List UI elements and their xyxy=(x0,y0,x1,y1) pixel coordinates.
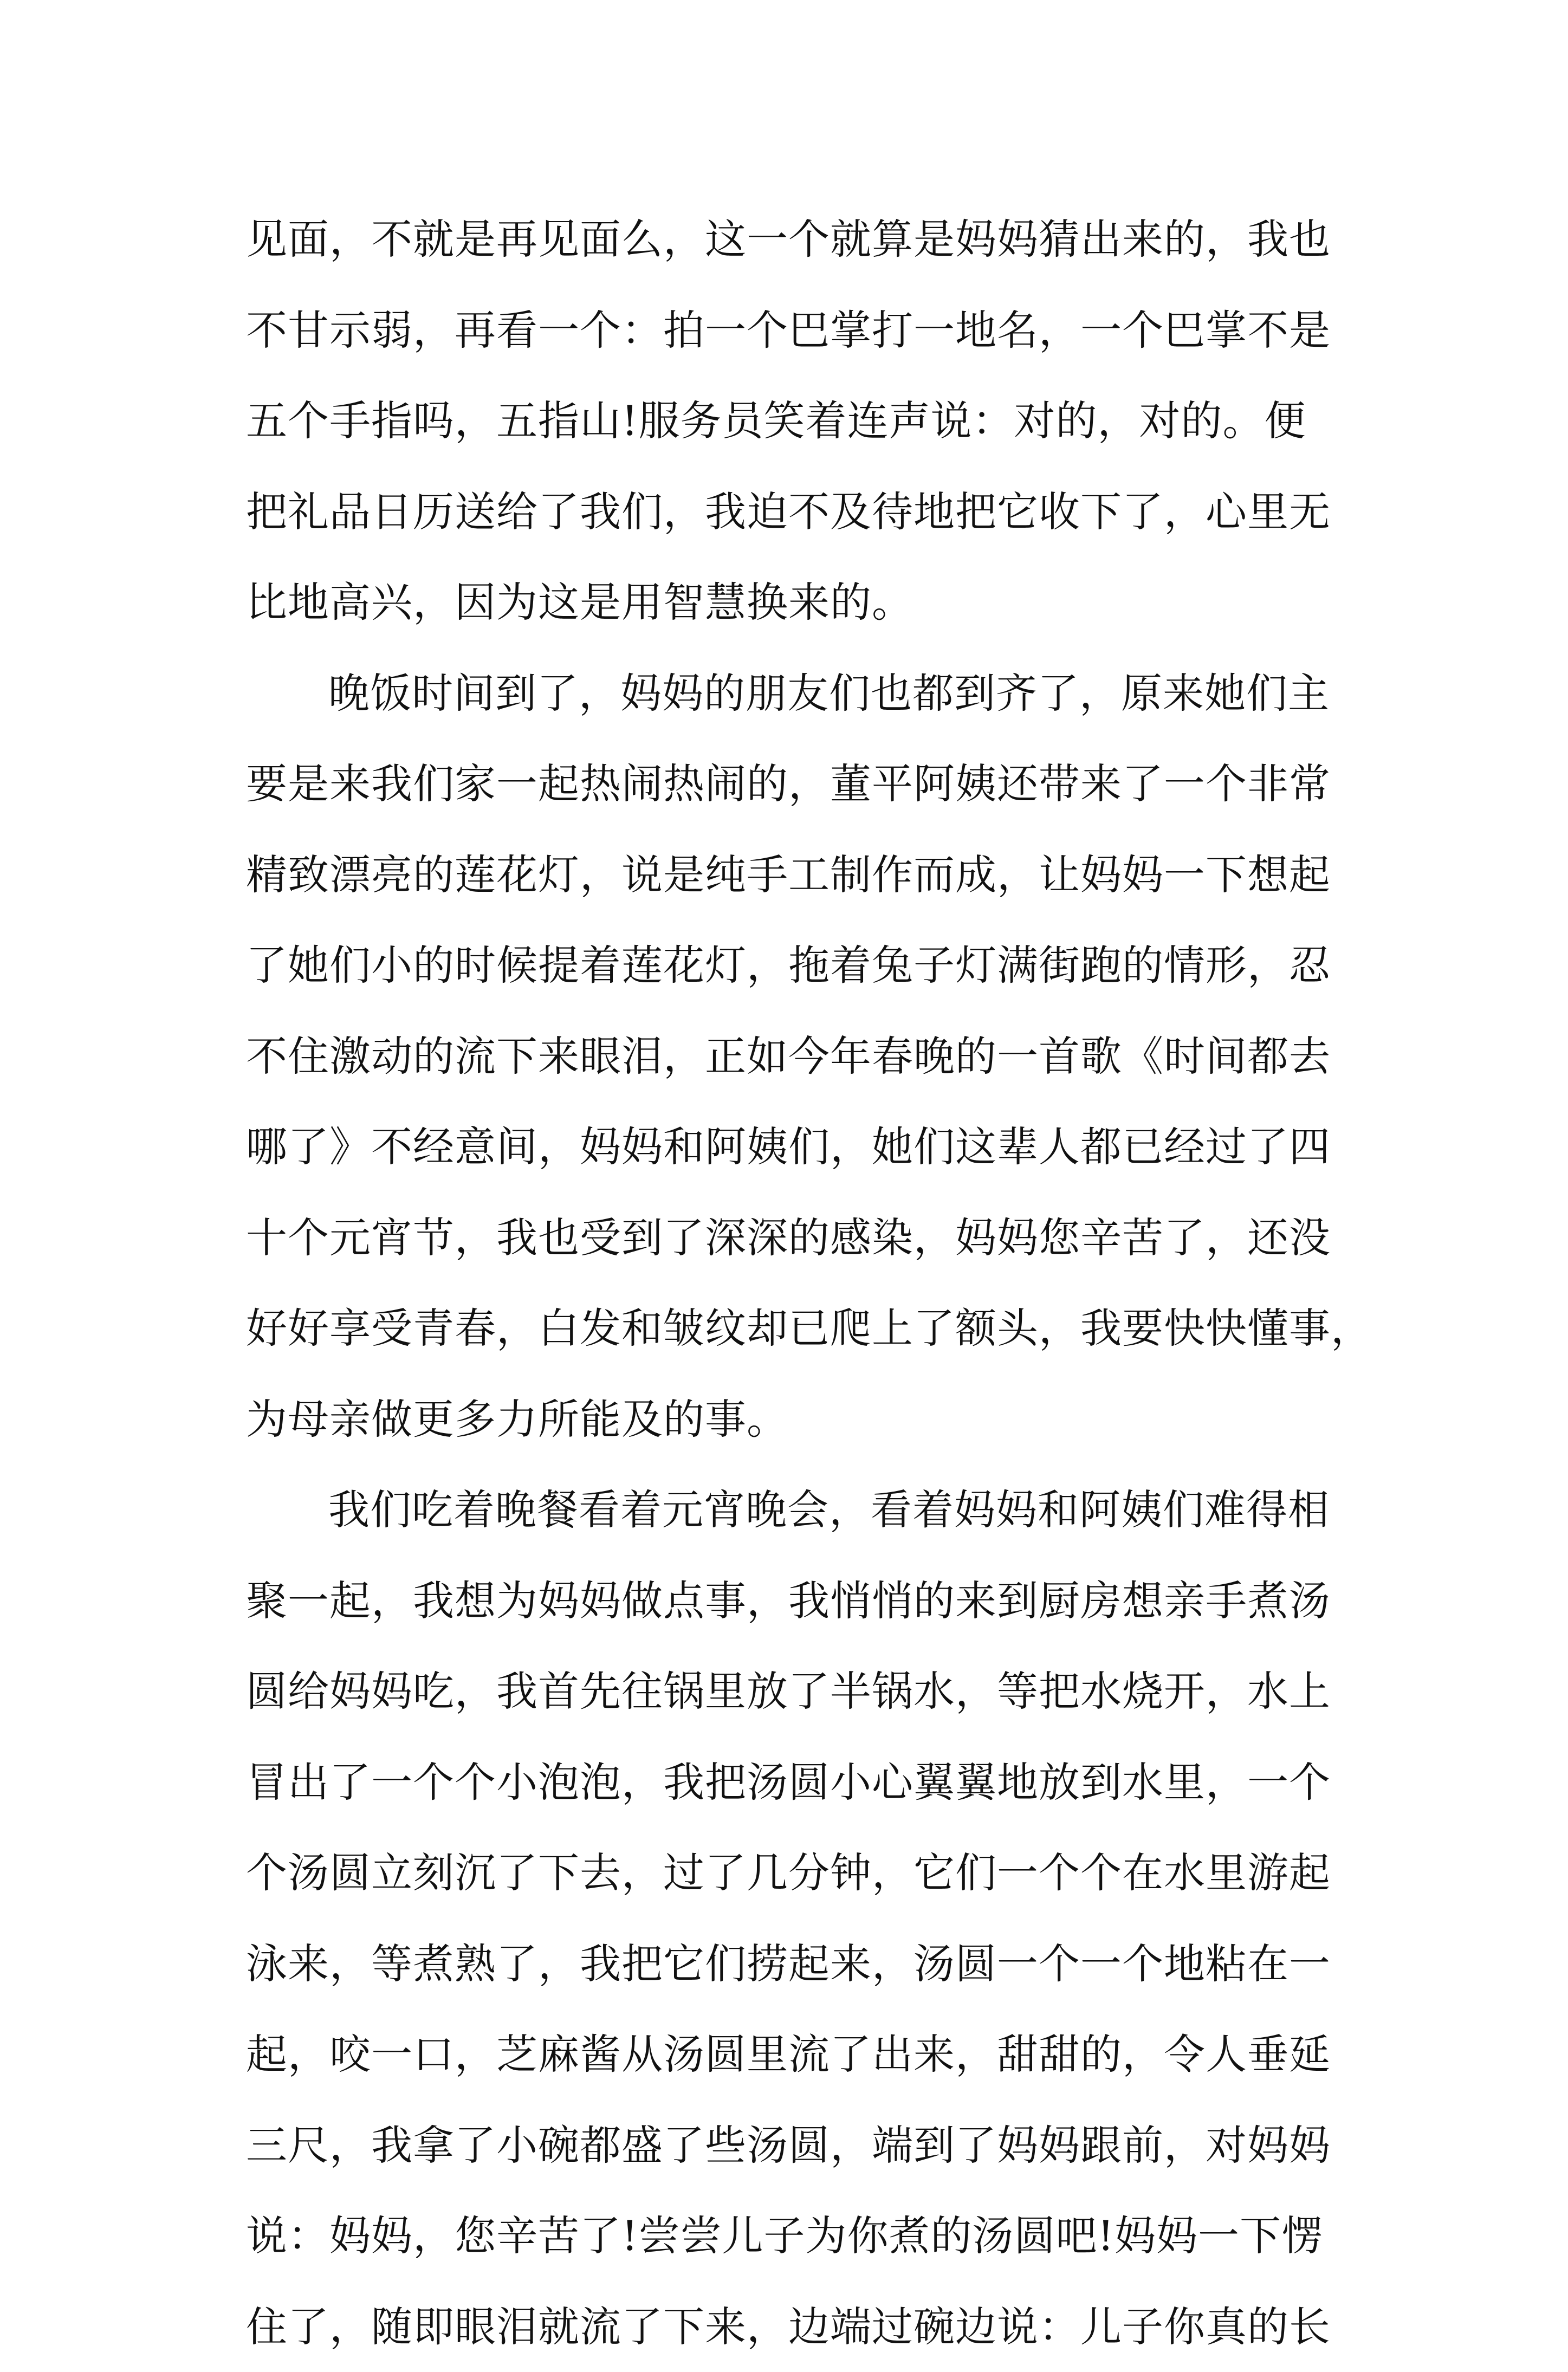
text-line: 圆给妈妈吃，我首先往锅里放了半锅水，等把水烧开，水上 xyxy=(246,1646,1330,1737)
paragraph-first-line: 我们吃着晚餐看着元宵晚会，看着妈妈和阿姨们难得相 xyxy=(246,1464,1330,1556)
text-line: 三尺，我拿了小碗都盛了些汤圆，端到了妈妈跟前，对妈妈 xyxy=(246,2100,1330,2191)
paragraph-first-line: 晚饭时间到了，妈妈的朋友们也都到齐了，原来她们主 xyxy=(246,648,1330,739)
text-line: 五个手指吗，五指山!服务员笑着连声说：对的，对的。便 xyxy=(246,375,1330,466)
text-line: 不甘示弱，再看一个：拍一个巴掌打一地名，一个巴掌不是 xyxy=(246,285,1330,376)
text-line: 说：妈妈，您辛苦了!尝尝儿子为你煮的汤圆吧!妈妈一下愣 xyxy=(246,2190,1330,2282)
text-line: 冒出了一个个小泡泡，我把汤圆小心翼翼地放到水里，一个 xyxy=(246,1737,1330,1828)
text-line: 泳来，等煮熟了，我把它们捞起来，汤圆一个一个地粘在一 xyxy=(246,1919,1330,2010)
text-line: 了她们小的时候提着莲花灯，拖着兔子灯满街跑的情形，忍 xyxy=(246,920,1330,1011)
text-line: 要是来我们家一起热闹热闹的，董平阿姨还带来了一个非常 xyxy=(246,738,1330,829)
text-line: 十个元宵节，我也受到了深深的感染，妈妈您辛苦了，还没 xyxy=(246,1193,1330,1284)
text-line: 个汤圆立刻沉了下去，过了几分钟，它们一个个在水里游起 xyxy=(246,1827,1330,1919)
text-line: 不住激动的流下来眼泪，正如今年春晚的一首歌《时间都去 xyxy=(246,1011,1330,1102)
text-line: 精致漂亮的莲花灯，说是纯手工制作而成，让妈妈一下想起 xyxy=(246,829,1330,921)
text-line: 比地高兴，因为这是用智慧换来的。 xyxy=(246,557,1330,648)
text-line: 见面，不就是再见面么，这一个就算是妈妈猜出来的，我也 xyxy=(246,194,1330,285)
document-body xyxy=(246,194,1330,2372)
text-line: 哪了》不经意间，妈妈和阿姨们，她们这辈人都已经过了四 xyxy=(246,1101,1330,1193)
text-line: 把礼品日历送给了我们，我迫不及待地把它收下了，心里无 xyxy=(246,466,1330,558)
text-line: 起，咬一口，芝麻酱从汤圆里流了出来，甜甜的，令人垂延 xyxy=(246,2009,1330,2100)
text-line: 住了，随即眼泪就流了下来，边端过碗边说：儿子你真的长 xyxy=(246,2282,1330,2372)
text-line: 好好享受青春，白发和皱纹却已爬上了额头，我要快快懂事， xyxy=(246,1283,1330,1374)
text-line: 为母亲做更多力所能及的事。 xyxy=(246,1374,1330,1465)
text-line: 聚一起，我想为妈妈做点事，我悄悄的来到厨房想亲手煮汤 xyxy=(246,1556,1330,1647)
